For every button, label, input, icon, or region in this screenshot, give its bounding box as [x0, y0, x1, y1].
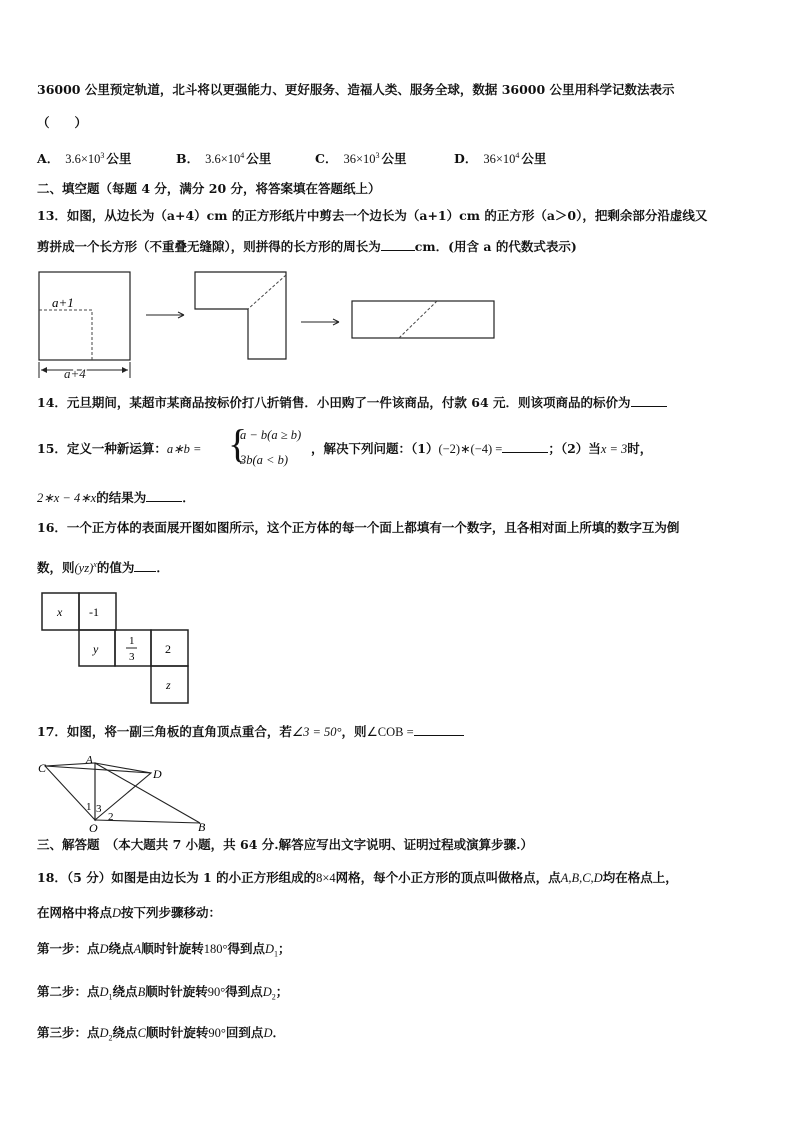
q13-label-outer: a+4	[64, 366, 86, 381]
q16-cube-net	[41, 592, 191, 706]
q17-label-d: D	[153, 767, 162, 781]
q17-figure	[36, 752, 212, 836]
q15-case1: a − b(a ≥ b)	[240, 428, 302, 442]
q15-brace: {	[228, 421, 248, 466]
cell-minus-one: -1	[89, 605, 99, 619]
q17-label-1: 1	[86, 801, 92, 813]
q16-line1: 16．一个正方体的表面展开图如图所示，这个正方体的每一个面上都填有一个数字，且各相对面上所填的数字互为倒	[37, 520, 680, 535]
q17-text: 17．如图，将一副三角板的直角顶点重合，若∠3 = 50°，则∠COB =	[37, 723, 464, 741]
q13-label-inner: a+1	[52, 295, 74, 310]
cell-x: x	[57, 605, 63, 619]
cell-z: z	[166, 678, 171, 692]
section-2-heading: 二、填空题（每题 4 分，满分 20 分，将答案填在答题纸上）	[37, 181, 381, 196]
q17-label-o: O	[89, 821, 98, 835]
q18-step1: 第一步：点D绕点A顺时针旋转180°得到点$D_1$；	[37, 941, 291, 959]
q15-line2: 2∗x − 4∗x的结果为 ．	[37, 490, 195, 505]
q18-line2: 在网格中将点D按下列步骤移动：	[37, 905, 222, 920]
q17-label-a: A	[86, 754, 93, 766]
q18-step2: 第二步：点$D_1$绕点B顺时针旋转90°得到点$D_2$；	[37, 984, 289, 1002]
q13-figure	[36, 270, 498, 382]
q15-case2: 3b(a < b)	[240, 453, 289, 467]
q14-text: 14．元旦期间，某超市某商品按标价打八折销售．小田购了一件该商品，付款 64 元．则该项商品的标价为	[37, 394, 667, 412]
q17-label-c: C	[38, 761, 47, 775]
q18-step3: 第三步：点$D_2$绕点C顺时针旋转90°回到点D．	[37, 1025, 285, 1043]
q13-line1: 13．如图，从边长为（a+4）cm 的正方形纸片中剪去一个边长为（a+1）cm 的正方形（a＞0），把剩余部分沿虚线又	[37, 208, 708, 223]
cell-two: 2	[165, 642, 171, 656]
cell-frac-den: 3	[129, 651, 135, 663]
q13-line2: 剪拼成一个长方形（不重叠无缝隙），则拼得的长方形的周长为 cm．(用含 a 的代数式表示)	[37, 239, 577, 254]
q12-line1: 36000 公里预定轨道，北斗将以更强能力、更好服务、造福人类、服务全球，数据 36000 公里用科学记数法表示	[37, 82, 675, 97]
q12-option-c: C． $36\times 10^3$ 公里	[315, 150, 407, 166]
q17-label-b: B	[198, 820, 206, 834]
q12-option-d: D． $36\times 10^4$ 公里	[454, 150, 547, 166]
q12-paren: （ ）	[37, 115, 88, 130]
q17-label-3: 3	[96, 803, 102, 815]
q12-option-a: A． $3.6\times 10^3$ 公里	[37, 150, 132, 166]
q15-line1-rest: ，解决下列问题：（1）(−2)∗(−4) = ；（2）当x = 3时，	[311, 441, 653, 456]
q15-line1: 15．定义一种新运算：a∗b =	[37, 441, 202, 456]
q16-line2: 数，则(yz)$^x$的值为 ．	[37, 560, 169, 576]
cell-y: y	[93, 642, 99, 656]
section-3-heading: 三、解答题 （本大题共 7 小题，共 64 分.解答应写出文字说明、证明过程或演算步骤.）	[37, 837, 533, 852]
q17-label-2: 2	[108, 811, 114, 823]
q18-line1: 18．（5 分）如图是由边长为 1 的小正方形组成的8×4网格，每个小正方形的顶点叫做格点，点A,B,C,D均在格点上，	[37, 870, 678, 885]
cell-frac-num: 1	[129, 635, 135, 647]
q12-option-b: B． $3.6\times 10^4$ 公里	[176, 150, 272, 166]
